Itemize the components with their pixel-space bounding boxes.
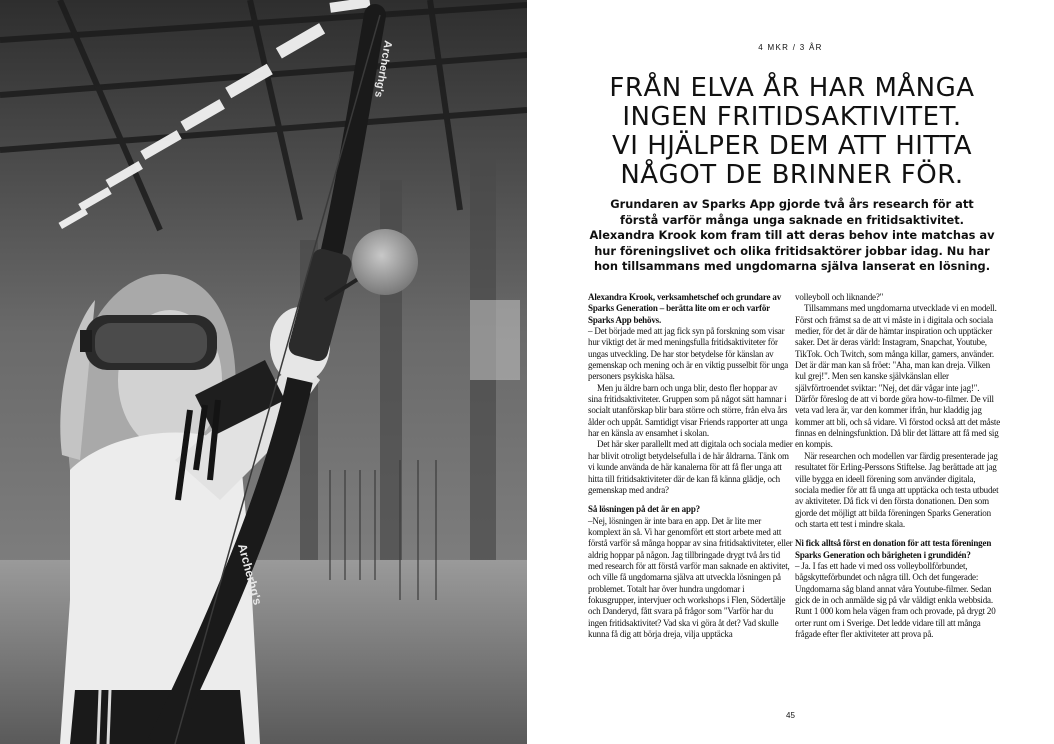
headline-line: INGEN FRITIDSAKTIVITET. [622,102,962,132]
interview-question: Så lösningen på det är en app? [588,504,700,515]
lead-line: Alexandra Krook kom fram till att deras behov inte matchas av [589,228,995,243]
interview-question: Alexandra Krook, verksamhetschef och grundare av Sparks Generation – berätta lite om er och varför Sparks App behövs. [588,292,782,325]
article-page [527,0,1054,744]
headline-line: NÅGOT DE BRINNER FÖR. [620,160,964,190]
bow-label-upper: Archerhg's [372,39,394,99]
body-paragraph: Tillsammans med ungdomarna utvecklade vi en modell. Först och främst sa de att vi måste in i digitala och sociala medier, för det är där de hämtar inspiration och upptäcker saker. Det är deras värld: Instagram, Snapchat, Youtube, TikTok. Och Twitch, som många killar, gamers, använder. Det är där man kan så fröet: "Aha, man kan dreja. Vilken kul grej!". Men sen kanske självkänslan eller självförtroendet sviktar: "Nej, det där vågar inte jag!". Därför föreslog de att vi borde göra how-to-filmer. De vill veta vad lera är, var den kommer ifrån, hur kladdig jag kommer att bli, och så vidare. Vi förstod också att det måste finnas en delningsfunktion. Då blir det lättare att få med sig en kompis. [795,303,1001,450]
body-paragraph: Men ju äldre barn och unga blir, desto fler hoppar av sina fritidsaktiviteter. Gruppen som på något sätt hamnar i socialt utanförskap blir bara större och större, från elva års ålder och uppåt. Samtidigt visar Friends rapporter att unga har en känsla av ensamhet i skolan. [588,382,788,439]
bow-label-lower: Archerhg's [235,542,265,607]
headline [597,74,987,190]
lead-line: Grundaren av Sparks App gjorde två års research för att [610,197,974,211]
lead-line: förstå varför många unga saknade en fritidsaktivitet. [620,212,964,227]
body-paragraph: Det här sker parallellt med att digitala och sociala medier har blivit otroligt betydelsefulla i de här åldrarna. Tänk om vi kunde använda de här kanalerna för att få fler unga att hitta till fritidsaktiviteter där de kan få känna glädje, och gemenskap med andra? [588,439,793,495]
page-number: 45 [786,711,795,720]
body-column-right [795,292,1000,640]
lead-line: hur föreningslivet och olika fritidsaktörer jobbar idag. Nu har [594,243,990,258]
body-paragraph: volleyboll och liknande?" [795,292,884,302]
body-paragraph: –Nej, lösningen är inte bara en app. Det är lite mer komplext än så. Vi har genomfört ett stort arbete med att förstå varför så många hoppar av sina fritidsaktiviteter, eller aldrig hoppar på någon. Jag tillbringade drygt två års tid med research för att förstå varför man saknade en aktivitet, och ville få ungdomarna själva att utveckla lösningen på problemet. Totalt har över hundra ungdomar i fokusgrupper, intervjuer och workshops i Flen, Södertälje och Danderyd, fått svara på frågor som "Varför har du ingen fritidsaktivitet? Vad ska vi göra åt det? Vad skulle kunna få dig att börja dreja, vilja upptäcka [588,515,793,639]
lead-paragraph [582,197,1002,275]
interview-question: Ni fick alltså först en donation för att testa föreningen Sparks Generation och bärigheten i grundidén? [795,538,992,560]
headline-line: FRÅN ELVA ÅR HAR MÅNGA [609,73,975,103]
body-paragraph: När researchen och modellen var färdig presenterade jag resultatet för Erling-Perssons Stiftelse. Jag berättade att jag ville bygga en ideell förening som använder digitala, sociala medier för att få unga att upptäcka och testa utbudet av aktiviteter. Då fick vi den första donationen. Den som gjorde det möjligt att bilda föreningen Sparks Generation och starta ett test i mindre skala. [795,450,999,529]
lead-line: hon tillsammans med ungdomarna själva lanserat en lösning. [593,259,991,274]
body-paragraph: – Det började med att jag fick syn på forskning som visar hur viktigt det är med meningsfulla fritidsaktiviteter för ungas utveckling. De har stor betydelse för känslan av gemenskap och mening och är en viktig pusselbit för unga personers psykiska hälsa. [588,326,789,382]
body-paragraph: – Ja. I fas ett hade vi med oss volleybollförbundet, bågskytteförbundet och några till. Och det fungerade: Ungdomarna såg bland annat våra Youtube-filmer. Sedan gick de in och anmälde sig på vår väldigt enkla webbsida. Runt 1 000 kom hela vägen fram och provade, på drygt 20 orter runt om i Sverige. Det ledde vidare till att många frågade efter fler aktiviteter att prova på. [795,560,996,639]
section-kicker: 4 MKR / 3 ÅR [758,43,823,52]
headline-line: VI HJÄLPER DEM ATT HITTA [612,131,972,161]
body-column-left [588,292,793,640]
